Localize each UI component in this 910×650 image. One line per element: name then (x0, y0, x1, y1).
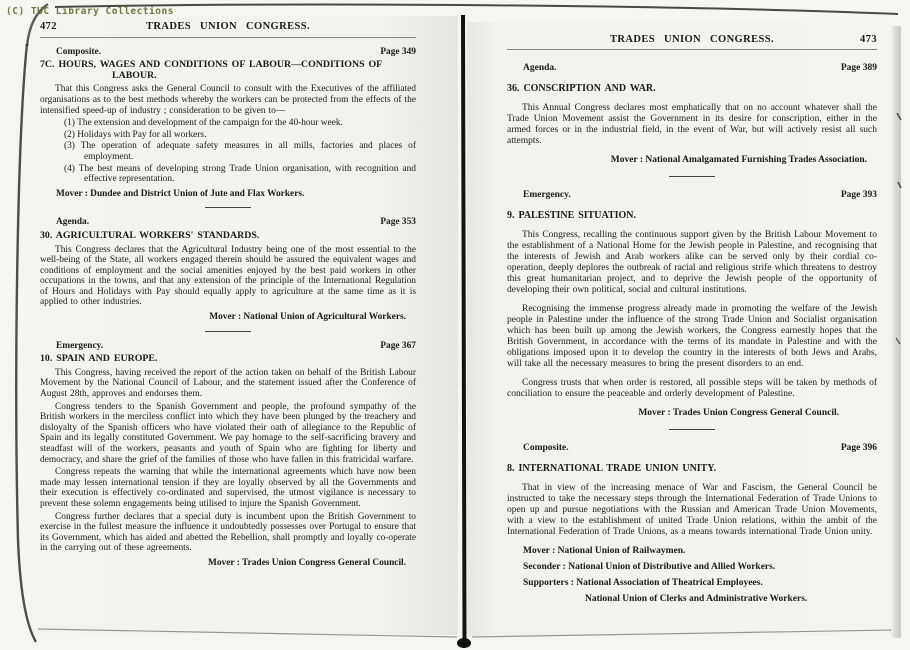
mover-line: Mover : Dundee and District Union of Jute and Flax Workers. (56, 188, 305, 199)
right-page (467, 22, 891, 636)
section-divider (669, 176, 715, 177)
section-paragraph: Congress further declares that a special duty is incumbent upon the British Government to exercise in the fullest measure the influence it undoubtedly possesses over Portugal to ensure that its Government, which has aided and abetted the Rebellion, shall promptly and loyally co-operate in the carrying out of these agreements. (40, 511, 416, 554)
right-page-number: 473 (860, 34, 877, 45)
section-spain-and-europe (40, 341, 416, 569)
supporters-line: Supporters : National Association of Theatrical Employees. (523, 578, 763, 588)
section-page-ref: Page 349 (380, 46, 416, 57)
left-running-title: TRADES UNION CONGRESS. (145, 21, 311, 32)
section-label-row (40, 217, 416, 228)
section-paragraph: This Congress, having received the report of the action taken on behalf of the British Labour Movement by the National Council of Labour, and the statement issued after the Conference of August 28th, approves and endorses them. (40, 367, 416, 400)
section-heading: 9. PALESTINE SITUATION. (507, 210, 636, 221)
mover-line: Mover : National Union of Agricultural Workers. (209, 312, 406, 323)
section-category: Composite. (523, 443, 569, 453)
library-watermark: (C) TUC Library Collections (6, 6, 174, 17)
section-conscription-and-war (507, 63, 877, 166)
section-label-row (507, 443, 877, 454)
section-divider (205, 331, 251, 332)
section-paragraph: That this Congress asks the General Council to consult with the Executives of the affiliated organisations as to the best methods whereby the workers can be protected from the effects of the intensified speed-up of industry ; consideration to be given to— (40, 84, 416, 116)
section-international-trade-union-unity (507, 443, 877, 605)
section-category: Emergency. (523, 190, 571, 200)
section-paragraph: Congress repeats the warning that while the international agreements which have now been made may lessen international tension if they are loyally observed by all the Governments and their execution is effectively co-ordinated and supervised, the utmost vigilance is necessary to prevent these solemn engagements being utilised to injure the Spanish Government. (40, 467, 416, 509)
section-paragraph: Congress trusts that when order is restored, all possible steps will be taken by methods of conciliation to ensure the peaceable and orderly development of Palestine. (507, 378, 877, 399)
section-palestine-situation (507, 190, 877, 419)
mover-line: Mover : National Amalgamated Furnishing Trades Association. (610, 155, 867, 165)
section-page-ref: Page 353 (380, 217, 416, 228)
section-divider (205, 207, 251, 208)
mover-line: Mover : National Union of Railwaymen. (523, 546, 686, 556)
section-page-ref: Page 393 (840, 190, 877, 200)
section-paragraph: Recognising the immense progress already made in promoting the welfare of the Jewish people in Palestine under the influence of the strong Trade Union and Socialist organisation which has been built up among the Jewish workers, the Congress earnestly hopes that the British Government, in accordance with the terms of its mandate in Palestine and with the obligations imposed upon it to develop the country in the interests of both Jews and Arabs, will take all the necessary measures to bring the present disorders to an end. (507, 304, 877, 369)
section-agricultural-workers-standards (40, 217, 416, 322)
section-label-row (40, 47, 416, 58)
left-page (30, 16, 458, 635)
supporters-line: National Union of Clerks and Administrative Workers. (585, 594, 808, 604)
section-paragraph: Congress tenders to the Spanish Government and people, the profound sympathy of the British workers in the merciless conflict into which they have been plunged by the treachery and disloyalty of the Spanish officers who have violated their oath of allegiance to the Republic of Spain and its legally constituted Government. We pay homage to the self-sacrificing bravery and steadfast will of the workers, peasants and youth of Spain who are fighting for liberty and democracy, and share the grief of the families of those who have fallen in this fratricidal warfare. (40, 401, 416, 465)
section-paragraph: This Congress, recalling the continuous support given by the British Labour Movement to the establishment of a National Home for the Jewish people in Palestine, and recognising that the interests of Jewish and Arab workers alike can be served only by their cordial co-operation, deeply deplores the outbreak of racial and religious strife which threatens to destroy this great humanitarian project, and to deprive the Jewish people of the opportunity of developing their own political, social and cultural institutions. (507, 230, 877, 295)
fore-edge-tick (896, 338, 900, 344)
section-label-row (40, 341, 416, 352)
top-edge-line (55, 5, 898, 14)
right-header-rule (507, 49, 877, 50)
section-label-row (507, 63, 877, 74)
section-hours-wages-conditions (40, 47, 416, 200)
left-header-rule (40, 37, 416, 38)
list-item: (2) Holidays with Pay for all workers. (64, 129, 207, 140)
fore-edge-tick (897, 113, 901, 120)
section-heading: 10. SPAIN AND EUROPE. (40, 353, 158, 365)
section-category: Agenda. (56, 217, 90, 228)
right-fore-edge (891, 26, 901, 638)
spine-bottom-blob (457, 638, 471, 648)
section-category: Composite. (56, 46, 102, 57)
mover-line: Mover : Trades Union Congress General Council. (638, 408, 839, 418)
left-page-number: 472 (40, 21, 57, 32)
section-page-ref: Page 396 (840, 443, 877, 453)
demands-list (64, 118, 416, 185)
section-paragraph: That in view of the increasing menace of War and Fascism, the General Council be instructed to take the necessary steps through the International Federation of Trade Unions to open up and pursue negotiations with the Russian and American Trade Union Movements, with a view to the establishment of united Trade Union relations, within the ambit of the International Federation of Trade Unions, as a means towards international Trade Union unity. (507, 483, 877, 537)
right-page-header (507, 34, 877, 45)
mover-line: Mover : Trades Union Congress General Council. (208, 557, 406, 568)
seconder-line: Seconder : National Union of Distributive and Allied Workers. (523, 562, 776, 572)
section-divider (669, 429, 715, 430)
fore-edge-tick (898, 182, 901, 188)
list-item: (4) The best means of developing strong Trade Union organisation, with recognition and effective representation. (64, 163, 416, 185)
section-paragraph: This Annual Congress declares most emphatically that on no account whatever shall the Trade Union Movement assist the Government in its desire for conscription, either in the armed forces or in the industrial field, in the event of War, but will actively resist all such attempts. (507, 103, 877, 146)
right-running-title: TRADES UNION CONGRESS. (609, 34, 775, 45)
section-page-ref: Page 389 (840, 63, 877, 73)
section-heading: 36. CONSCRIPTION AND WAR. (507, 83, 656, 94)
section-page-ref: Page 367 (380, 340, 416, 351)
list-item: (1) The extension and development of the campaign for the 40-hour week. (64, 118, 343, 129)
left-page-header (40, 22, 416, 33)
list-item: (3) The operation of adequate safety measures in all mills, factories and places of employment. (64, 141, 416, 162)
section-category: Emergency. (56, 340, 104, 351)
section-heading: 7C. HOURS, WAGES AND CONDITIONS OF LABOUR—CONDITIONS OF LABOUR. (40, 59, 382, 81)
section-heading: 8. INTERNATIONAL TRADE UNION UNITY. (507, 463, 717, 474)
section-label-row (507, 190, 877, 201)
spine-line (463, 15, 465, 640)
section-category: Agenda. (523, 63, 557, 73)
section-heading: 30. AGRICULTURAL WORKERS' STANDARDS. (40, 229, 260, 241)
section-paragraph: This Congress declares that the Agricultural Industry being one of the most essential to the well-being of the State, all workers engaged therein should be assured the equivalent wages and conditions of employment and the social amenities enjoyed by the best paid workers in other occupations in the towns, and that any extension of the principle of the International Regulation of Hours and Holidays with Pay should equally apply to agriculture at the same time as it is applied to other industries. (40, 244, 416, 308)
